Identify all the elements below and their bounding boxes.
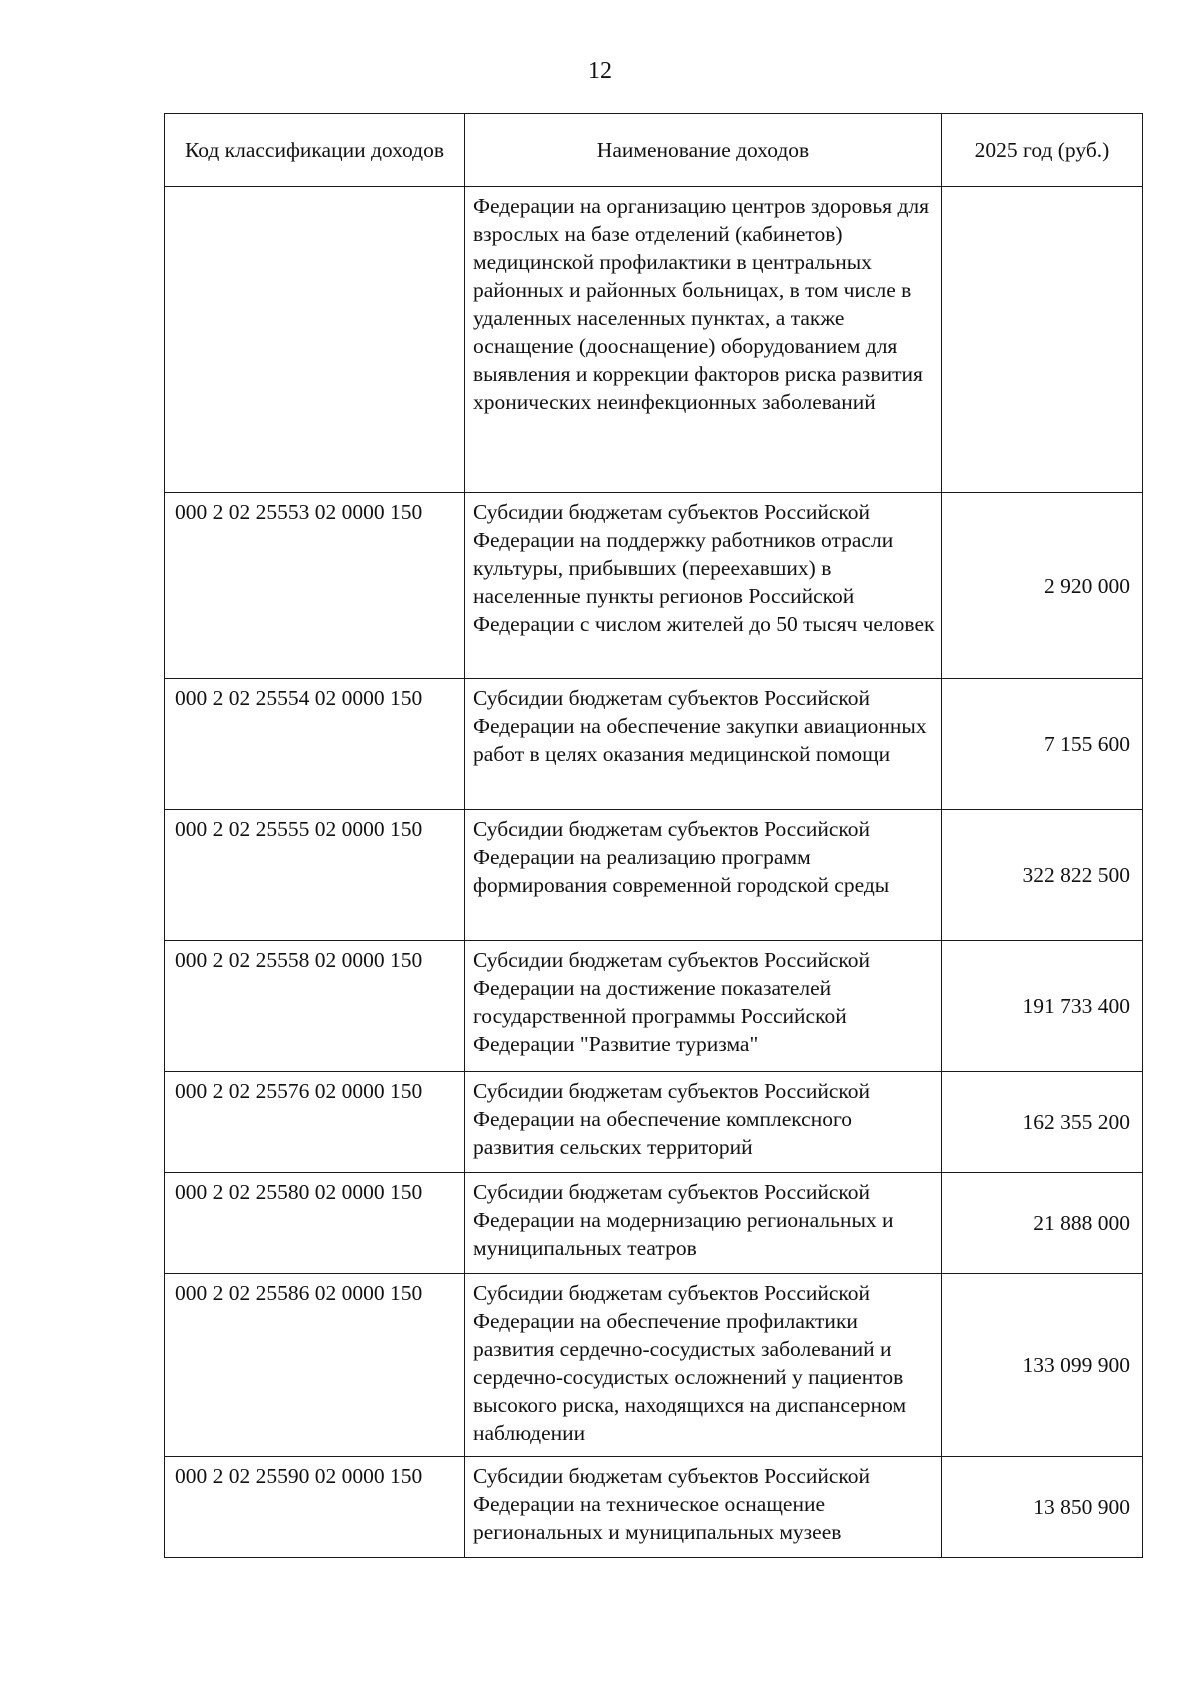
- row-code: 000 2 02 25590 02 0000 150: [165, 1457, 465, 1558]
- row-amount: 13 850 900: [942, 1457, 1143, 1558]
- table-row: [165, 1173, 1143, 1274]
- table-row: [165, 1072, 1143, 1173]
- row-amount: [942, 187, 1143, 493]
- row-name: Субсидии бюджетам субъектов Российской Федерации на поддержку работников отрасли культуры, прибывших (переехавших) в населенные пункты регионов Российской Федерации с числом жителей до 50 тысяч человек: [465, 493, 942, 679]
- table-row: [165, 810, 1143, 941]
- table-header-row: [165, 114, 1143, 187]
- row-name: Субсидии бюджетам субъектов Российской Федерации на обеспечение закупки авиационных работ в целях оказания медицинской помощи: [465, 679, 942, 810]
- row-code: 000 2 02 25580 02 0000 150: [165, 1173, 465, 1274]
- row-amount: 2 920 000: [942, 493, 1143, 679]
- row-code: 000 2 02 25576 02 0000 150: [165, 1072, 465, 1173]
- table-row: [165, 941, 1143, 1072]
- row-code: 000 2 02 25558 02 0000 150: [165, 941, 465, 1072]
- row-code: 000 2 02 25554 02 0000 150: [165, 679, 465, 810]
- row-code: 000 2 02 25586 02 0000 150: [165, 1274, 465, 1457]
- row-amount: 191 733 400: [942, 941, 1143, 1072]
- income-table: [164, 113, 1143, 1558]
- row-name: Федерации на организацию центров здоровья для взрослых на базе отделений (кабинетов) медицинской профилактики в центральных районных и районных больницах, в том числе в удаленных населенных пунктах, а также оснащение (дооснащение) оборудованием для выявления и коррекции факторов риска развития хронических неинфекционных заболеваний: [465, 187, 942, 493]
- row-amount: 133 099 900: [942, 1274, 1143, 1457]
- table-row: [165, 1274, 1143, 1457]
- header-amount: 2025 год (руб.): [942, 114, 1143, 187]
- row-amount: 322 822 500: [942, 810, 1143, 941]
- header-code: Код классификации доходов: [165, 114, 465, 187]
- row-amount: 7 155 600: [942, 679, 1143, 810]
- row-code: 000 2 02 25553 02 0000 150: [165, 493, 465, 679]
- row-name: Субсидии бюджетам субъектов Российской Федерации на обеспечение профилактики развития сердечно-сосудистых заболеваний и сердечно-сосудистых осложнений у пациентов высокого риска, находящихся на диспансерном наблюдении: [465, 1274, 942, 1457]
- header-name: Наименование доходов: [465, 114, 942, 187]
- row-name: Субсидии бюджетам субъектов Российской Федерации на техническое оснащение региональных и муниципальных музеев: [465, 1457, 942, 1558]
- row-code: [165, 187, 465, 493]
- row-name: Субсидии бюджетам субъектов Российской Федерации на достижение показателей государственной программы Российской Федерации "Развитие туризма": [465, 941, 942, 1072]
- table-row: [165, 493, 1143, 679]
- table-row: [165, 1457, 1143, 1558]
- table-row: [165, 679, 1143, 810]
- table-row: [165, 187, 1143, 493]
- page-number: 12: [588, 58, 612, 84]
- row-amount: 21 888 000: [942, 1173, 1143, 1274]
- row-amount: 162 355 200: [942, 1072, 1143, 1173]
- row-code: 000 2 02 25555 02 0000 150: [165, 810, 465, 941]
- row-name: Субсидии бюджетам субъектов Российской Федерации на реализацию программ формирования современной городской среды: [465, 810, 942, 941]
- row-name: Субсидии бюджетам субъектов Российской Федерации на обеспечение комплексного развития сельских территорий: [465, 1072, 942, 1173]
- row-name: Субсидии бюджетам субъектов Российской Федерации на модернизацию региональных и муниципальных театров: [465, 1173, 942, 1274]
